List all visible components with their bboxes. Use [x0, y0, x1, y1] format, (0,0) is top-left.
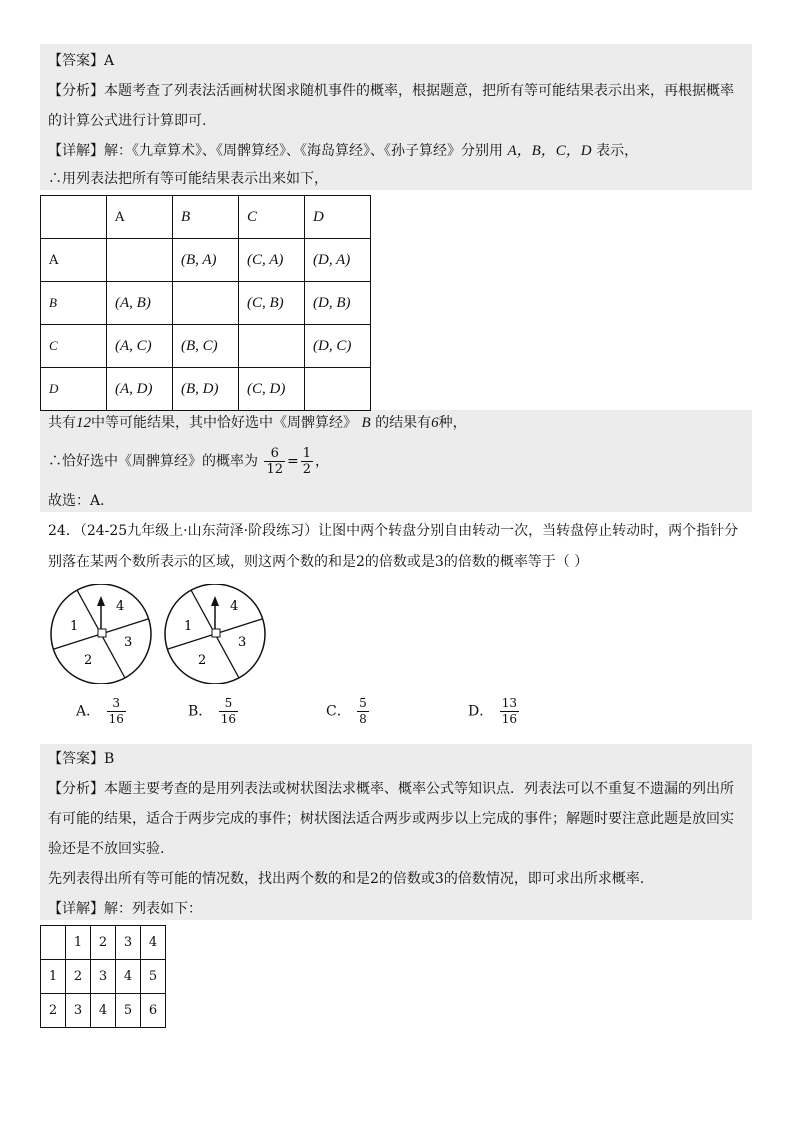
table-cell: C [239, 196, 305, 239]
fraction-numerator: 1 [302, 446, 312, 461]
table-cell [41, 926, 66, 960]
fraction [107, 696, 126, 727]
q23-analysis-line-1: 【分析】本题考查了列表法活画树状图求随机事件的概率，根据题意，把所有等可能结果表示出来，再根据概率 [48, 83, 734, 99]
table-cell: 6 [141, 994, 166, 1028]
table-cell: (B, A) [173, 239, 239, 282]
table-cell: B [41, 282, 107, 325]
q24-analysis-line-3: 验还是不放回实验. [48, 841, 165, 857]
q23-total-text: 种， [438, 415, 467, 431]
option-letter: B． [188, 703, 213, 720]
q23-total-text: 的结果有 [375, 415, 432, 431]
table-row [41, 325, 371, 368]
table-cell: (A, B) [107, 282, 173, 325]
q24-sum-table [40, 925, 166, 1028]
fraction [500, 696, 519, 727]
table-cell: 1 [66, 926, 91, 960]
table-cell: (A, D) [107, 368, 173, 411]
table-cell: 1 [41, 960, 66, 994]
table-cell: A [41, 239, 107, 282]
q24-analysis-line-1: 【分析】本题主要考查的是用列表法或树状图法求概率、概率公式等知识点．列表法可以不重复不遗漏的列出所 [48, 781, 734, 797]
table-row [41, 368, 371, 411]
table-cell [107, 239, 173, 282]
table-cell [41, 196, 107, 239]
table-row [41, 994, 166, 1028]
q23-analysis-line-2: 的计算公式进行计算即可. [48, 113, 207, 129]
option-c[interactable] [326, 696, 371, 727]
q24-stem-line-1: 24．（24-25九年级上·山东菏泽·阶段练习）让图中两个转盘分别自由转动一次，当转盘停止转动时，两个指针分 [48, 523, 739, 539]
fraction-numerator: 3 [107, 696, 126, 712]
table-cell: (D, A) [305, 239, 371, 282]
table-cell: B [173, 196, 239, 239]
q23-prob-end: ， [315, 453, 330, 470]
fraction-numerator: 5 [219, 696, 238, 712]
table-cell: C [41, 325, 107, 368]
equals-sign: = [287, 453, 299, 470]
fraction-denominator: 8 [359, 712, 367, 726]
fraction [357, 696, 369, 727]
table-cell: 2 [41, 994, 66, 1028]
spinner-label: 4 [230, 599, 239, 614]
fraction-denominator: 2 [302, 462, 312, 477]
q23-detail [48, 140, 638, 162]
q23-answer: 【答案】A [48, 53, 115, 69]
table-row [41, 960, 166, 994]
spinner-label: 2 [84, 653, 93, 668]
table-cell [239, 325, 305, 368]
table-cell: 5 [141, 960, 166, 994]
q23-detail-suffix: 表示， [596, 143, 639, 159]
spinner-label: 4 [116, 599, 125, 614]
fraction-denominator: 16 [220, 712, 237, 726]
table-cell: (A, C) [107, 325, 173, 368]
fraction [264, 446, 285, 477]
table-cell: 3 [66, 994, 91, 1028]
table-cell: (B, C) [173, 325, 239, 368]
fraction-denominator: 16 [108, 712, 124, 726]
q24-analysis-line-2: 有可能的结果，适合于两步完成的事件；树状图法适合两步或两步以上完成的事件；解题时要注意此题是放回实 [48, 811, 734, 827]
option-d[interactable] [468, 696, 521, 727]
table-cell: (C, A) [239, 239, 305, 282]
option-letter: A． [76, 703, 101, 720]
table-cell: A [107, 196, 173, 239]
q23-total-favorable: 6 [431, 415, 439, 431]
spinner-label: 1 [70, 619, 79, 634]
q23-choice: 故选：A． [48, 493, 115, 509]
table-cell: 5 [116, 994, 141, 1028]
option-letter: D． [468, 703, 494, 720]
spinner-left [48, 584, 156, 684]
q23-list-intro: ∴用列表法把所有等可能结果表示出来如下， [48, 171, 328, 187]
table-cell: D [305, 196, 371, 239]
table-row [41, 926, 166, 960]
fraction [219, 696, 238, 727]
option-letter: C． [326, 703, 351, 720]
table-cell [173, 282, 239, 325]
q24-detail: 【详解】解：列表如下： [48, 901, 202, 917]
q24-stem-line-2: 别落在某两个数所表示的区域，则这两个数的和是2的倍数或是3的倍数的概率等于（ ） [48, 554, 589, 570]
table-row [41, 282, 371, 325]
table-cell [305, 368, 371, 411]
spinner-label: 1 [184, 619, 193, 634]
option-b[interactable] [188, 696, 240, 727]
spinner-label: 3 [238, 635, 247, 650]
spinner-label: 3 [124, 635, 133, 650]
table-cell: 2 [66, 960, 91, 994]
q23-total-letter: B [361, 415, 371, 431]
q23-probability [48, 446, 329, 477]
q23-detail-prefix: 【详解】解：《九章算术》、《周髀算经》、《海岛算经》、《孙子算经》分别用 [48, 143, 503, 159]
table-cell: 4 [116, 960, 141, 994]
table-cell: D [41, 368, 107, 411]
q23-total-count: 12 [76, 415, 91, 431]
q24-answer: 【答案】B [48, 751, 115, 767]
table-cell: (C, B) [239, 282, 305, 325]
q23-total-text: 中等可能结果，其中恰好选中《周髀算经》 [91, 415, 357, 431]
fraction-numerator: 5 [359, 696, 367, 710]
table-cell: 3 [91, 960, 116, 994]
q23-total [48, 412, 467, 434]
table-row [41, 196, 371, 239]
q23-outcome-table [40, 195, 371, 411]
q23-total-text: 共有 [48, 415, 76, 431]
table-cell: 3 [116, 926, 141, 960]
fraction [301, 446, 313, 477]
table-cell: (D, B) [305, 282, 371, 325]
fraction-denominator: 16 [501, 712, 517, 726]
option-a[interactable] [76, 696, 128, 727]
table-cell: (D, C) [305, 325, 371, 368]
table-cell: 4 [141, 926, 166, 960]
fraction-numerator: 6 [264, 446, 285, 462]
table-cell: 2 [91, 926, 116, 960]
table-cell: 4 [91, 994, 116, 1028]
table-cell: (B, D) [173, 368, 239, 411]
table-cell: (C, D) [239, 368, 305, 411]
table-row [41, 239, 371, 282]
q23-detail-letters: A，B，C，D [507, 143, 592, 159]
spinner-right [162, 584, 270, 684]
fraction-numerator: 13 [501, 696, 517, 710]
spinner-label: 2 [198, 653, 207, 668]
fraction-denominator: 12 [266, 462, 283, 477]
answer-block-24-shade [40, 744, 752, 920]
q24-analysis-line-4: 先列表得出所有等可能的情况数，找出两个数的和是2的倍数或3的倍数情况，即可求出所求概率. [48, 871, 645, 887]
q23-prob-text: ∴恰好选中《周髀算经》的概率为 [48, 453, 258, 470]
